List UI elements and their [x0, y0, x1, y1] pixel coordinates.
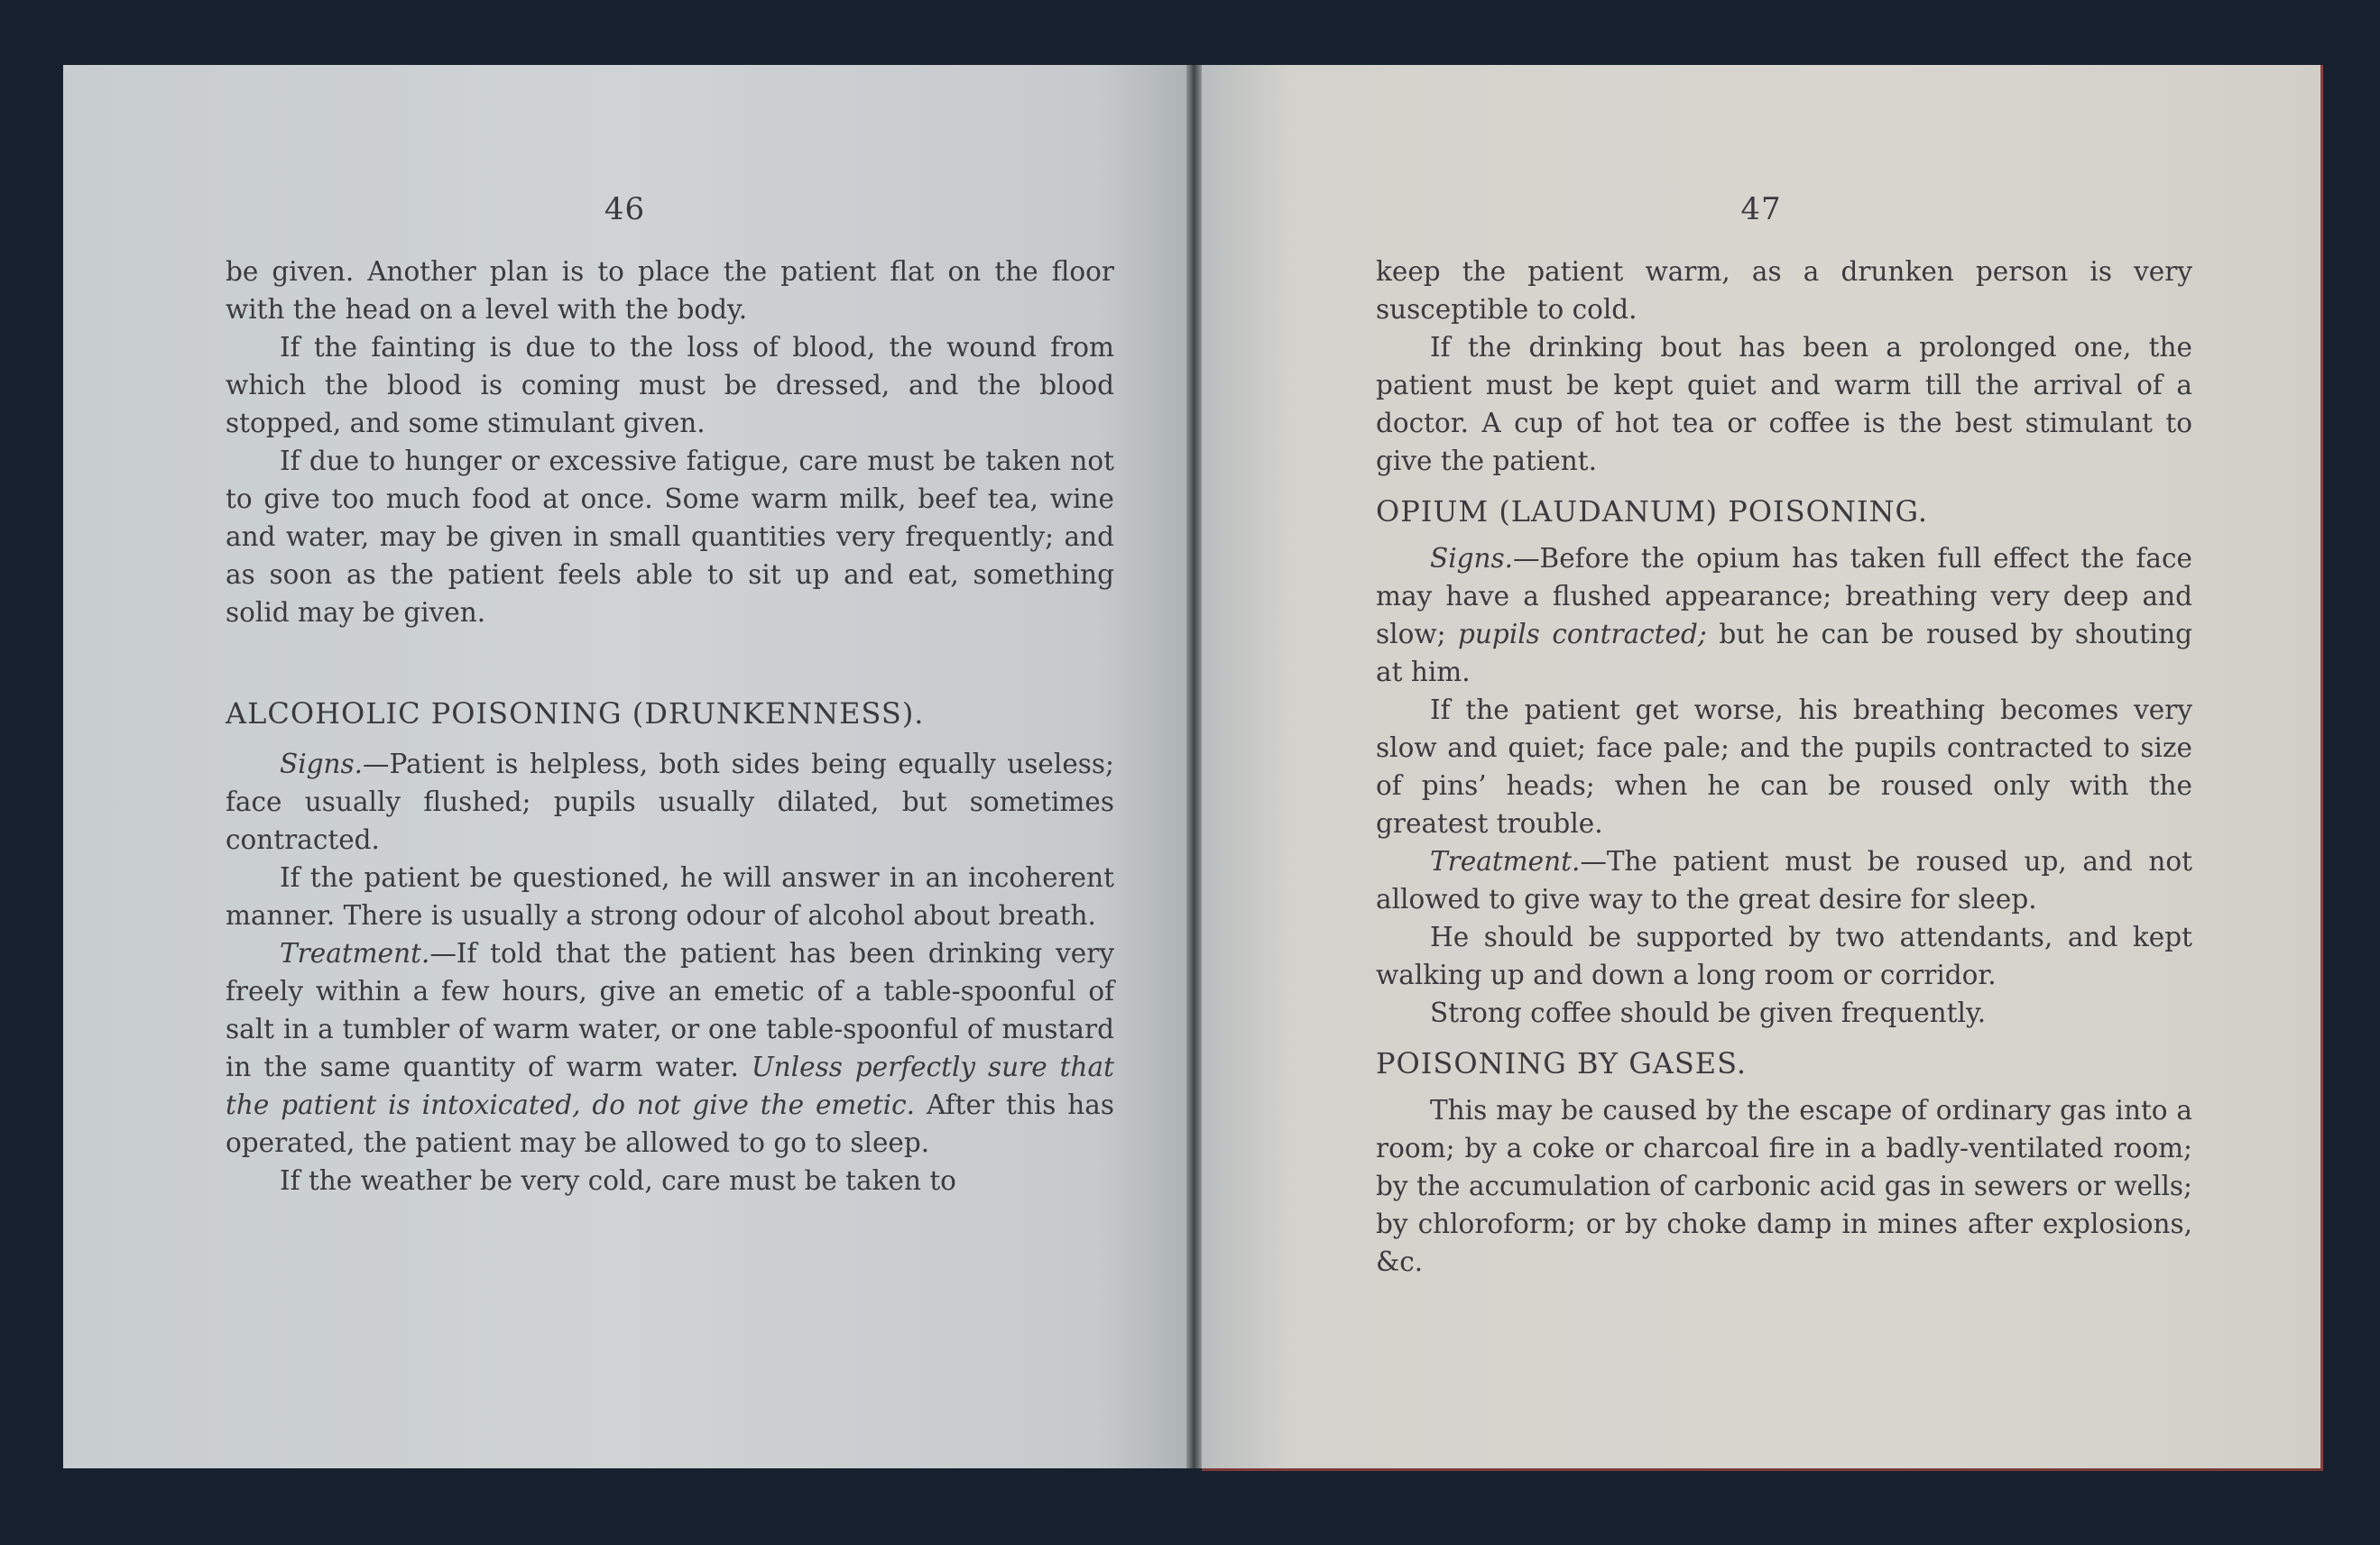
paragraph: If the drinking bout has been a prolonged one, the patient must be kept quiet and warm till the arrival of a doctor. A cup of hot tea or coffee is the best stimulant to give the patient.: [1376, 332, 2192, 476]
paragraph: be given. Another plan is to place the patient flat on the floor with the head on a level with the body.: [226, 256, 1114, 325]
treatment-text: —The patient must be roused up, and not allowed to give way to the great desire for sleep.: [1376, 846, 2192, 915]
paragraph: If the patient get worse, his breathing becomes very slow and quiet; face pale; and the pupils contracted to size of pins’ heads; when he can be roused only with the greatest trouble.: [1376, 694, 2192, 839]
paragraph: He should be supported by two attendants, and kept walking up and down a long room or corridor.: [1376, 922, 2192, 990]
right-page-text: [1376, 253, 2192, 1281]
signs-text: —Patient is helpless, both sides being equally useless; face usually flushed; pupils usually dilated, but sometimes contracted.: [226, 749, 1114, 855]
section-heading: ALCOHOLIC POISONING (DRUNKENNESS).: [226, 696, 925, 731]
paragraph: keep the patient warm, as a drunken person is very susceptible to cold.: [1376, 256, 2192, 325]
book-spread: [63, 65, 2320, 1472]
left-page: [63, 65, 1186, 1468]
treatment-tail: After this has operated, the patient may be allowed to go to sleep.: [226, 1090, 1115, 1158]
section-heading: OPIUM (LAUDANUM) POISONING.: [1376, 494, 1929, 529]
paragraph: [226, 934, 1114, 1162]
treatment-label: Treatment.: [1430, 846, 1581, 877]
paragraph: If the weather be very cold, care must be taken to: [280, 1165, 956, 1196]
paragraph: [226, 745, 1114, 859]
paragraph: If the patient be questioned, he will answer in an incoherent manner. There is usually a strong odour of alcohol about breath.: [226, 862, 1114, 931]
paragraph: [1376, 539, 2192, 691]
signs-label: Signs.: [280, 749, 364, 779]
signs-label: Signs.: [1430, 543, 1514, 574]
signs-text-tail: but he can be roused by shouting at him.: [1376, 619, 2192, 687]
paragraph: If the fainting is due to the loss of blood, the wound from which the blood is coming must be dressed, and the blood stopped, and some stimulant given.: [226, 332, 1114, 438]
paragraph: Strong coffee should be given frequently.: [1430, 998, 1987, 1028]
treatment-label: Treatment.: [280, 938, 430, 969]
left-page-text: [226, 253, 1114, 1200]
book-gutter: [1186, 65, 1202, 1468]
paragraph: If due to hunger or excessive fatigue, care must be taken not to give too much food at once. Some warm milk, beef tea, wine and water, may be given in small quantities very frequently; and as soon as the patient feels able to sit up and eat, something solid may be given.: [226, 446, 1114, 628]
page-number: 47: [1740, 191, 1782, 227]
section-heading: POISONING BY GASES.: [1376, 1046, 1748, 1081]
signs-emphasis: pupils contracted;: [1458, 619, 1707, 649]
treatment-text: —If told that the patient has been drinking very freely within a few hours, give an emetic of a table-spoonful of salt in a tumbler of warm water, or one table-spoonful of mustard in the same quantity of warm water.: [226, 938, 1114, 1082]
treatment-warning: Unless perfectly sure that the patient is intoxicated, do not give the emetic.: [226, 1052, 1114, 1120]
right-page: [1202, 65, 2323, 1471]
paragraph: This may be caused by the escape of ordinary gas into a room; by a coke or charcoal fire in a badly-ventilated room; by the accumulation of carbonic acid gas in sewers or wells; by chloroform; or by choke damp in mines after explosions, &c.: [1376, 1095, 2192, 1277]
page-number: 46: [604, 191, 646, 227]
signs-text: —Before the opium has taken full effect the face may have a flushed appearance; breathing very deep and slow;: [1376, 543, 2192, 649]
paragraph: [1376, 842, 2192, 918]
